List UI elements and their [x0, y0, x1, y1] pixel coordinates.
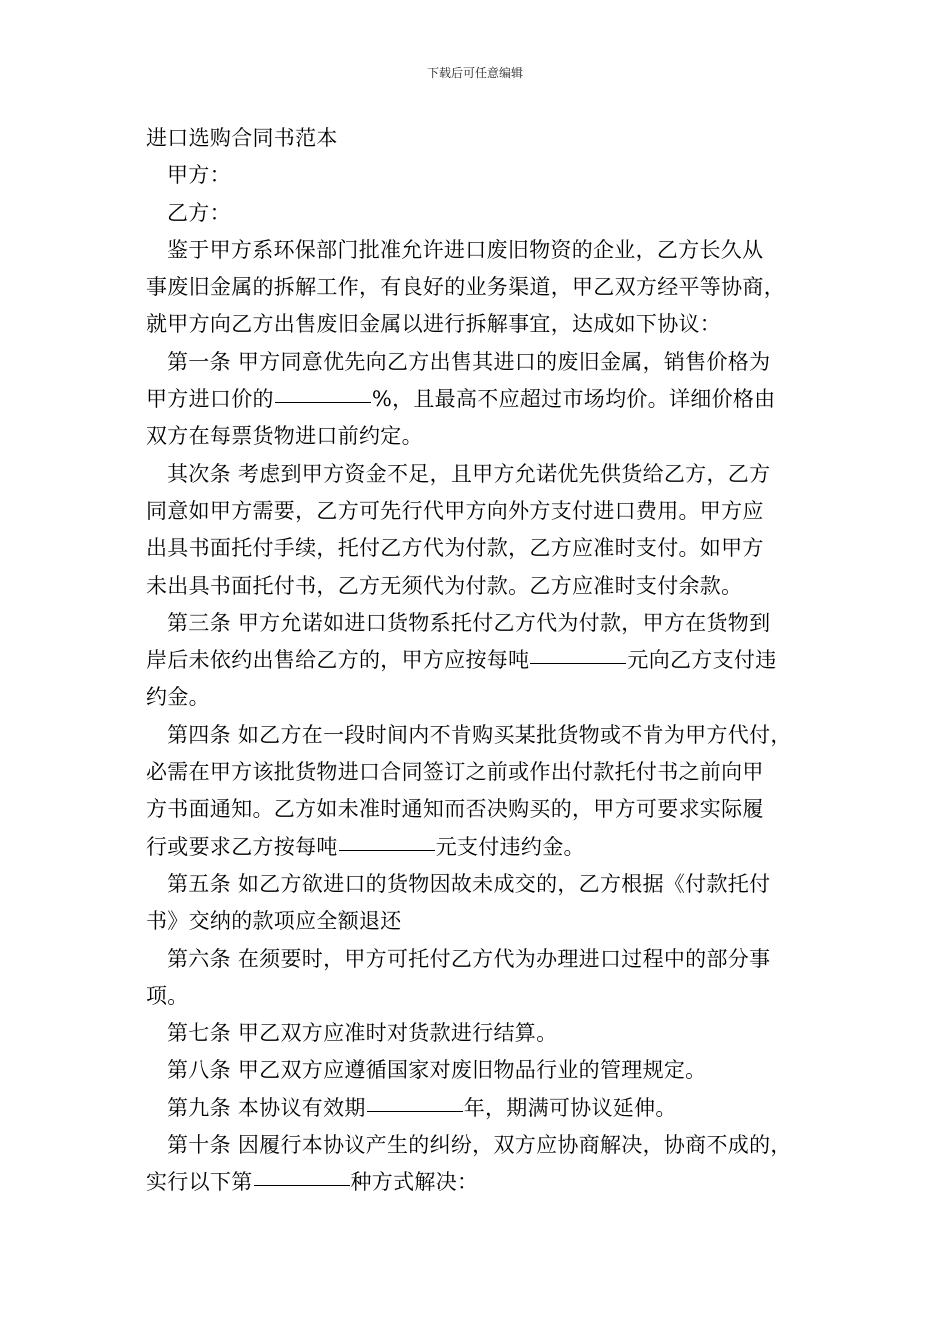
- article-3-text: 岸后未依约出售给乙方的，甲方应按每吨: [146, 648, 530, 673]
- article-2-line: 同意如甲方需要，乙方可先行代甲方向外方支付进口费用。甲方应: [146, 498, 764, 523]
- preamble-line: 就甲方向乙方出售废旧金属以进行拆解事宜，达成如下协议：: [146, 312, 722, 337]
- article-1-text: 甲方进口价的: [146, 387, 274, 412]
- article-3-line: 约金。: [146, 685, 210, 710]
- article-7-line: 第七条 甲乙双方应准时对货款进行结算。: [167, 1021, 558, 1046]
- article-10-text: 种方式解决：: [350, 1170, 479, 1195]
- article-9-text: 第九条 本协议有效期: [167, 1095, 366, 1120]
- article-1-text: %，且最高不应超过市场均价。详细价格由: [371, 387, 776, 412]
- article-1-line: 第一条 甲方同意优先向乙方出售其进口的废旧金属，销售价格为: [167, 349, 771, 374]
- penalty-per-ton-blank[interactable]: [530, 642, 626, 664]
- article-4-text: 元支付违约金。: [435, 834, 585, 859]
- validity-years-blank[interactable]: [367, 1090, 463, 1112]
- article-4-line: 必需在甲方该批货物进口合同签订之前或作出付款托付书之前向甲: [146, 760, 764, 785]
- article-10-line: [146, 1164, 808, 1201]
- article-3-text: 元向乙方支付违: [627, 648, 777, 673]
- article-5-line: 第五条 如乙方欲进口的货物因故未成交的，乙方根据《付款托付: [167, 871, 771, 896]
- article-6-line: 项。: [146, 983, 189, 1008]
- price-percent-blank[interactable]: [275, 381, 371, 403]
- article-10-line: 第十条 因履行本协议产生的纠纷，双方应协商解决，协商不成的，: [167, 1133, 792, 1158]
- article-3-line: 第三条 甲方允诺如进口货物系托付乙方代为付款，甲方在货物到: [167, 610, 771, 635]
- article-4-line: 第四条 如乙方在一段时间内不肯购买某批货物或不肯为甲方代付，: [167, 722, 792, 747]
- article-6-line: 第六条 在须要时，甲方可托付乙方代为办理进口过程中的部分事: [167, 946, 771, 971]
- preamble-line: 鉴于甲方系环保部门批准允许进口废旧物资的企业，乙方长久从: [167, 237, 764, 262]
- article-1-line: [146, 381, 808, 418]
- breach-penalty-blank[interactable]: [339, 829, 435, 851]
- article-1-line: 双方在每票货物进口前约定。: [146, 424, 423, 449]
- article-2-line: 出具书面托付手续，托付乙方代为付款，乙方应准时支付。如甲方: [146, 536, 764, 561]
- article-4-line: [146, 829, 808, 866]
- document-title: 进口选购合同书范本: [146, 126, 338, 150]
- article-3-line: [146, 642, 808, 679]
- party-a-label: 甲方：: [167, 163, 231, 188]
- article-4-text: 行或要求乙方按每吨: [146, 834, 338, 859]
- preamble-line: 事废旧金属的拆解工作，有良好的业务渠道，甲乙双方经平等协商，: [146, 275, 785, 300]
- article-9-text: 年，期满可协议延伸。: [463, 1095, 677, 1120]
- article-5-line: 书》交纳的款项应全额退还: [146, 909, 402, 934]
- article-8-line: 第八条 甲乙双方应遵循国家对废旧物品行业的管理规定。: [167, 1058, 707, 1083]
- page-header: 下载后可任意编辑: [426, 66, 523, 80]
- article-4-line: 方书面通知。乙方如未准时通知而否决购买的，甲方可要求实际履: [146, 797, 764, 822]
- article-2-line: 其次条 考虑到甲方资金不足，且甲方允诺优先供货给乙方，乙方: [167, 461, 771, 486]
- article-10-text: 实行以下第: [146, 1170, 253, 1195]
- dispute-method-blank[interactable]: [254, 1164, 350, 1186]
- document-body: [146, 120, 808, 1202]
- article-2-line: 未出具书面托付书，乙方无须代为付款。乙方应准时支付余款。: [146, 573, 743, 598]
- article-9-line: [146, 1090, 808, 1127]
- party-b-label: 乙方：: [167, 200, 231, 225]
